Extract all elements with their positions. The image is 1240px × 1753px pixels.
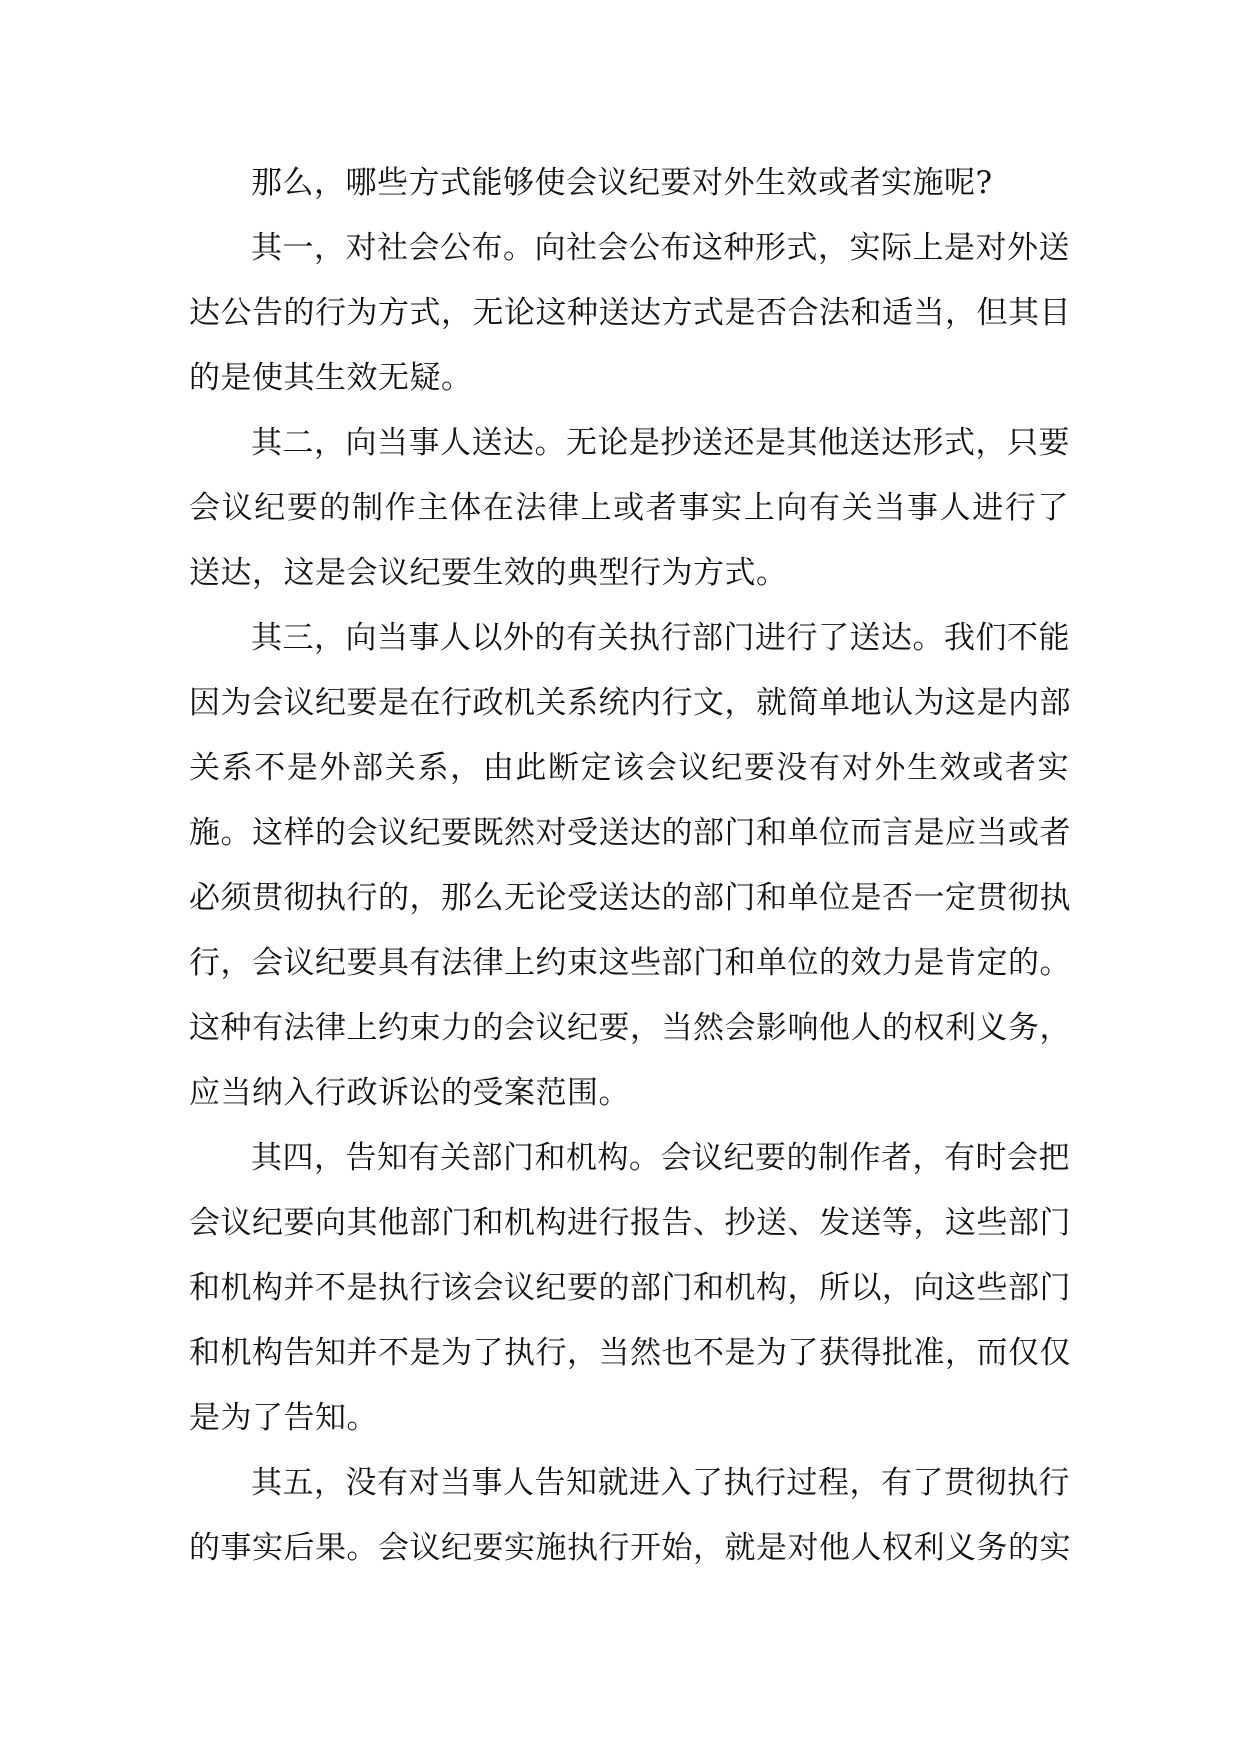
text-line: 的是使其生效无疑。 xyxy=(189,360,473,396)
text-line: 达公告的行为方式，无论这种送达方式是否合法和适当，但其目 xyxy=(189,295,1071,331)
text-line: 必须贯彻执行的，那么无论受送达的部门和单位是否一定贯彻执 xyxy=(189,880,1071,916)
text-line: 的事实后果。会议纪要实施执行开始，就是对他人权利义务的实 xyxy=(189,1530,1071,1566)
text-line: 其四，告知有关部门和机构。会议纪要的制作者，有时会把 xyxy=(251,1140,1070,1176)
text-line: 应当纳入行政诉讼的受案范围。 xyxy=(189,1075,630,1111)
text-line: 会议纪要的制作主体在法律上或者事实上向有关当事人进行了 xyxy=(189,490,1069,526)
document-body xyxy=(189,151,1069,1581)
text-line: 关系不是外部关系，由此断定该会议纪要没有对外生效或者实 xyxy=(189,750,1069,786)
text-line: 施。这样的会议纪要既然对受送达的部门和单位而言是应当或者 xyxy=(189,815,1071,851)
text-line: 因为会议纪要是在行政机关系统内行文，就简单地认为这是内部 xyxy=(189,685,1071,721)
text-line: 和机构并不是执行该会议纪要的部门和机构，所以，向这些部门 xyxy=(189,1270,1071,1306)
text-line: 那么，哪些方式能够使会议纪要对外生效或者实施呢? xyxy=(251,165,993,201)
text-line: 其二，向当事人送达。无论是抄送还是其他送达形式，只要 xyxy=(251,425,1070,461)
text-line: 行，会议纪要具有法律上约束这些部门和单位的效力是肯定的。 xyxy=(189,945,1071,981)
text-line: 会议纪要向其他部门和机构进行报告、抄送、发送等，这些部门 xyxy=(189,1205,1071,1241)
text-line: 是为了告知。 xyxy=(189,1400,378,1436)
text-line: 其三，向当事人以外的有关执行部门进行了送达。我们不能 xyxy=(251,620,1070,656)
text-line: 其五，没有对当事人告知就进入了执行过程，有了贯彻执行 xyxy=(251,1465,1070,1501)
text-line: 这种有法律上约束力的会议纪要，当然会影响他人的权利义务， xyxy=(189,1010,1071,1046)
text-line: 送达，这是会议纪要生效的典型行为方式。 xyxy=(189,555,788,591)
text-line: 其一，对社会公布。向社会公布这种形式，实际上是对外送 xyxy=(251,230,1070,266)
text-line: 和机构告知并不是为了执行，当然也不是为了获得批准，而仅仅 xyxy=(189,1335,1071,1371)
